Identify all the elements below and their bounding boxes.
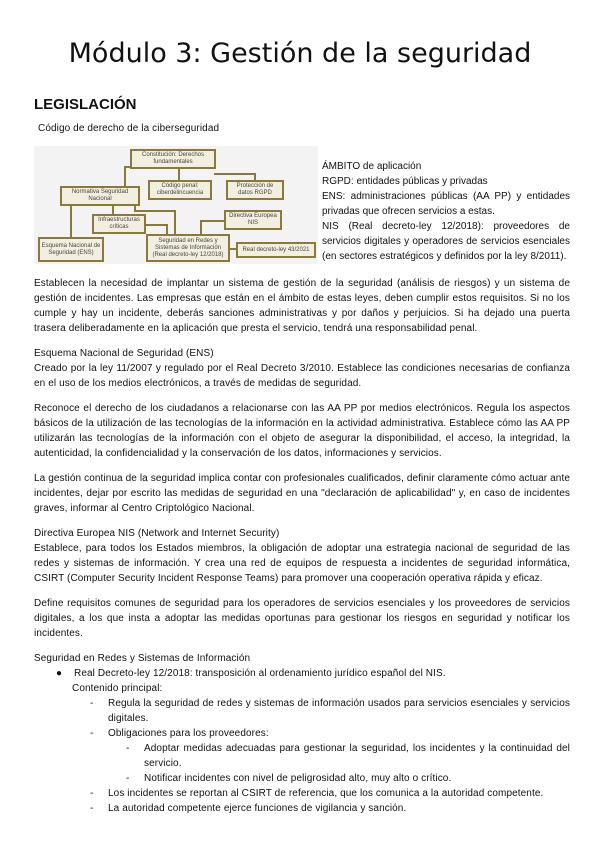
sub-list-item: - Notificar incidentes con nivel de peligrosidad alto, muy alto o crítico. (126, 771, 570, 786)
srsi-heading: Seguridad en Redes y Sistemas de Información (34, 653, 251, 664)
paragraph: Reconoce el derecho de los ciudadanos a relacionarse con las AA PP por medios electrónicos. Regula los aspectos básicos de la utilización de las tecnologías de la información en la actividad administrativa. Establece cómo las AA PP utilizarán las tecnologías de la información con el objeto de asegurar la disponibilidad, el acceso, la integridad, la autenticidad, la confidencialidad y la conservación de los datos, informaciones y servicios. (34, 403, 570, 459)
list-item-text: Los incidentes se reportan al CSIRT de referencia, que los comunica a la autoridad competente. (108, 788, 544, 799)
diagram-box-normativa: Normativa Seguridad Nacional (60, 186, 140, 206)
list-item-text: Regula la seguridad de redes y sistemas de información usados para servicios esenciales y servicios digitales. (108, 698, 570, 724)
paragraph: Establecen la necesidad de implantar un sistema de gestión de la seguridad (análisis de riesgos) y un sistema de gestión de incidentes. Las empresas que están en el ámbito de estas leyes, deben cumplir estos requisitos. Si no los cumple y hay un incidente, deberás sanciones administrativas y por daños y perjuicios. Si ha dejado una puerta trasera deliberadamente en la aplicación que presta el servicio, tendrá una responsabilidad penal. (34, 278, 570, 334)
list-item: - Obligaciones para los proveedores: (90, 726, 570, 741)
diagram-box-seguridad-redes: Seguridad en Redes y Sistemas de Información (Real decreto-ley 12/2018) (146, 234, 230, 262)
list-item: - La autoridad competente ejerce funciones de vigilancia y sanción. (90, 801, 570, 816)
paragraph: Define requisitos comunes de seguridad para los operadores de servicios esenciales y los proveedores de servicios digitales, a los que insta a adoptar las medidas oportunas para gestionar los riesgos en seguridad y notificar los incidentes. (34, 598, 570, 639)
ambito-rgpd: RGPD: entidades públicas y privadas (322, 176, 488, 187)
ambito-heading: ÁMBITO de aplicación (322, 161, 422, 172)
diagram-box-ens: Esquema Nacional de Seguridad (ENS) (38, 237, 104, 262)
document-body (34, 276, 570, 816)
legislation-diagram (34, 146, 318, 264)
list-item-text: Obligaciones para los proveedores: (108, 728, 269, 739)
ambito-text (322, 159, 570, 264)
diagram-box-nis: Directiva Europea NIS (224, 210, 282, 230)
diagram-box-real-decreto: Real decreto-ley 43/2021 (236, 242, 316, 258)
sub-list-item-text: Adoptar medidas adecuadas para gestionar la seguridad, los incidentes y la continuidad del servicio. (144, 743, 570, 769)
ambito-ens: ENS: administraciones públicas (AA PP) y entidades privadas que ofrecen servicios a estas. (322, 191, 570, 217)
ens-heading: Esquema Nacional de Seguridad (ENS) (34, 348, 214, 359)
list-item-text: La autoridad competente ejerce funciones de vigilancia y sanción. (108, 803, 407, 814)
paragraph: La gestión continua de la seguridad implica contar con profesionales cualificados, definir claramente cómo actuar ante incidentes, dejar por escrito las medidas de seguridad en una "declaración de aplicabilidad" y, en caso de incidentes graves, informar al Centro Criptológico Nacional. (34, 473, 570, 514)
paragraph: Establece, para todos los Estados miembros, la obligación de adoptar una estrategia nacional de seguridad de las redes y sistemas de información. Y crea una red de equipos de respuesta a incidentes de seguridad informática, CSIRT (Computer Security Incident Response Teams) para promover una cooperación operativa rápida y eficaz. (34, 543, 570, 584)
sub-list-item: - Adoptar medidas adecuadas para gestionar la seguridad, los incidentes y la continuidad del servicio. (126, 743, 570, 769)
ambito-nis: NIS (Real decreto-ley 12/2018): proveedores de servicios digitales y operadores de servicios esenciales (en sectores estratégicos y definidos por la ley 8/2011). (322, 221, 570, 262)
subtitle: Código de derecho de la ciberseguridad (38, 123, 220, 134)
contenido-label: Contenido principal: (72, 683, 163, 694)
sub-list-item-text: Notificar incidentes con nivel de peligrosidad alto, muy alto o crítico. (144, 773, 452, 784)
section-heading: LEGISLACIÓN (34, 96, 137, 113)
list-item: - Regula la seguridad de redes y sistemas de información usados para servicios esenciales y servicios digitales. (90, 698, 570, 724)
nis-heading: Directiva Europea NIS (Network and Internet Security) (34, 528, 280, 539)
paragraph: Creado por la ley 11/2007 y regulado por el Real Decreto 3/2010. Establece las condiciones necesarias de confianza en el uso de los medios electrónicos, a través de medidas de seguridad. (34, 363, 570, 389)
bullet-item: ● Real Decreto-ley 12/2018: transposición al ordenamiento jurídico español del NIS. (56, 668, 446, 679)
diagram-box-infraestructuras: Infraestructuras críticas (92, 214, 146, 234)
bullet-text: Real Decreto-ley 12/2018: transposición al ordenamiento jurídico español del NIS. (74, 668, 446, 679)
diagram-box-codigo-penal: Código penal: ciberdelincuencia (148, 180, 212, 200)
diagram-box-constitucion: Constitución: Derechos fundamentales (130, 149, 216, 169)
page-title: Módulo 3: Gestión de la seguridad (68, 38, 532, 69)
diagram-box-rgpd: Protección de datos RGPD (226, 180, 284, 200)
list-item: - Los incidentes se reportan al CSIRT de referencia, que los comunica a la autoridad competente. (90, 786, 570, 801)
